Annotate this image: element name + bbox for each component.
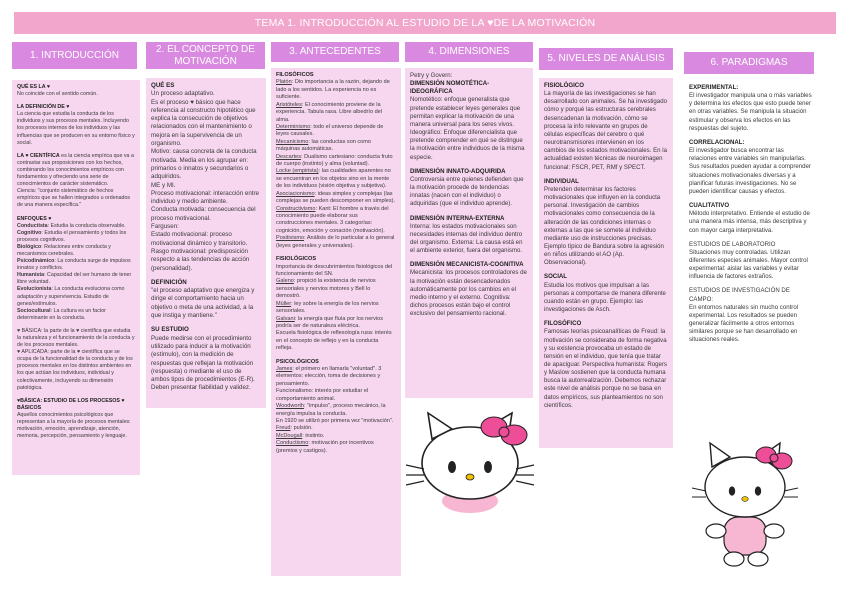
concepto-def-text: "el proceso adaptativo que energiza y dirige el comportamiento hacia un objetivo o meta de una actividad, a la que instiga y mantiene."	[151, 287, 255, 320]
intro-def-text: La ciencia que estudia la conducta de los individuos y sus procesos mentales. Incluyendo los procesos internos de los individuos y las influencias que se producen en su entorno físico y social.	[17, 111, 135, 146]
concepto-box	[146, 78, 266, 408]
list-item: McDougall: instinto.	[276, 432, 325, 439]
intro-estudio-text: Aquellos conocimientos psicológicos que representan a la mayoría de procesos mentales: motivación, emoción, aprendizaje, atención, memoria, percepción, pensamiento y lenguaje.	[17, 411, 131, 440]
list-item: INDIVIDUAL Pretenden determinar los factores motivacionales que influyen en la conducta personal. Investigación de cambios motivacionales como consecuencia de la alteración de las condiciones internas o externas a las que se somete al individuo mediante uso de instrucciones precisas. Ejemplo típico de Bandura sobre la agresión en niños utilizando el AO (Ap. Observacional).	[544, 177, 664, 267]
list-item: Rasgo motivacional: predisposición respecto a las tendencias de acción (personalidad).	[151, 247, 250, 272]
intro-aplicada-text: ♥ APLICADA: parte de la ♥ científica que se ocupa de la funcionalidad de la conducta y de los procesos mentales en los distintos ambientes en los que actúan los individuos, individual y colectivamente, incluyendo su dimensión patológica.	[17, 349, 133, 391]
intro-que-text: No coincide con el sentido común.	[17, 91, 98, 98]
fis-intro: Importancia de descubrimientos fisiológicos del funcionamiento del SN.	[276, 263, 393, 277]
list-item: DIMENSIÓN INTERNA-EXTERNA Interna: los estados motivacionales son necesidades internas del individuo dentro del organismo. Externa: La causa está en el ambiente exterior, fuera del organismo.	[410, 214, 523, 255]
list-item: Fargusen:	[151, 223, 179, 231]
concepto-estudio-title: SU ESTUDIO	[151, 326, 189, 334]
list-item: Platón: Dio importancia a la razón, dejando de lado a los sentidos. La experiencia no es suficiente.	[276, 79, 390, 101]
intro-que-title: QUÉ ES LA ♥	[17, 84, 50, 90]
list-item: Constructivismo: Kant: El hombre a través del conocimiento puede elaborar sus construcciones mentales. 3 categorías: cognición, emoción y conación (motivación).	[276, 205, 389, 234]
intro-ciencia-def: Ciencia: "conjunto sistemático de hechos empíricos que se hallen integrados u ordenados de una manera específica."	[17, 188, 131, 209]
concepto-def-title: DEFINICIÓN	[151, 278, 187, 286]
list-item: SOCIAL Estudia los motivos que impulsan a las personas a comportarse de manera diferente cuando están en grupo. Ejemplo: las investigaciones de Asch.	[544, 273, 666, 314]
list-item: DIMENSIÓN MECANICISTA-COGNITIVA Mecanicista: los procesos controladores de la motivación están desencadenados automáticamente por los cambios en el medio interno y el externo. Cognitiva: dichos procesos están bajo el control exclusivo del pensamiento racional.	[410, 261, 527, 318]
list-item: Descartes: Dualismo cartesiano: conducta fruto de cuerpo (instinto) y alma (voluntad).	[276, 153, 393, 168]
header-introduccion: 1. INTRODUCCIÓN	[12, 42, 137, 69]
list-item: Biológico: Relaciones entre conducta y mecanismos cerebrales.	[17, 243, 111, 257]
header-paradigmas: 6. PARADIGMAS	[684, 52, 814, 74]
list-item: ME y MI.	[151, 181, 176, 189]
list-item: EXPERIMENTAL: El investigador manipula una o más variables y determina los efectos que esto puede tener en otras variables. Se manipula la situación estimular y observa los efectos en las respuestas del sujeto.	[689, 84, 812, 132]
list-item: Motivo: causa concreta de la conducta motivada. Media en los agrupar en: primarios o innatos y secundarios o adquiridos.	[151, 148, 257, 181]
intro-ciencia-title: LA ♥ CIENTÍFICA	[17, 152, 60, 159]
list-item: Psicodinámico: La conducta surge de impulsos innatos y conflictos.	[17, 258, 131, 272]
list-item: Conductismo: motivación por incentivos (premios y castigos).	[276, 440, 374, 454]
concepto-estudio-text: Puede medirse con el procedimiento utilizado para inducir a la motivación (estímulo), con la medición de respuestas que reflejan la motivación (respuesta) o mediante el uso de ambos tipos de procedimientos (E-R). Deben presentar fiabilidad y validez.	[151, 334, 255, 392]
list-item: ESTUDIOS DE INVESTIGACIÓN DE CAMPO: En entornos naturales sin mucho control experimental. Los resultados se pueden generalizar fácilmente a otros entornos similares porque se han desarrollado en situaciones reales.	[689, 287, 799, 344]
list-item: James: el primero en llamarla "voluntad". 3 elementos: elección, toma de decisiones y pensamiento.	[276, 366, 382, 387]
niveles-box	[539, 78, 673, 448]
list-item: Conducta motivada: consecuencia del proceso motivacional.	[151, 206, 256, 222]
list-item: Un proceso adaptativo.	[151, 90, 215, 98]
list-item: Positivismo: Análisis de lo particular a lo general (leyes generales y universales).	[276, 235, 395, 249]
dimensiones-box	[405, 68, 533, 398]
list-item: FILOSÓFICO Famosas teorías psicoanalíticas de Freud: la motivación se consideraba de forma negativa y su existencia provocaba un estado de tensión en el individuo, que tenía que tratar de apaciguar. Perspectiva humanista: Rogers y Maslow sostienen que la conducta humana busca la autorrealización. Debemos rechazar este nivel de análisis porque no se basa en datos empíricos, sus planteamientos no son científicos.	[544, 320, 667, 409]
intro-def-title: LA DEFINICIÓN DE ♥	[17, 104, 70, 111]
list-item: Proceso motivacional: interacción entre individuo y medio ambiente.	[151, 189, 259, 206]
list-item: CORRELACIONAL: El investigador busca encontrar las relaciones entre variables sin manipularlas. Sus resultados pueden ayudar a comprender situaciones motivacionales diversas y a planificar futuras investigaciones. No se pueden identificar causas y efectos.	[689, 138, 811, 195]
list-item: En 1920 se utilizó por primera vez "motivación".	[276, 417, 394, 424]
concepto-que-title: QUÉ ES	[151, 82, 175, 89]
header-antecedentes: 3. ANTECEDENTES	[271, 42, 399, 62]
intro-ciencia-text: es la ciencia empírica que va a contrastar sus proposiciones con los hechos, combinando los conocimientos empíricos con fundamentos y ofreciendo una serie de conocimientos de carácter sistemático.	[17, 152, 134, 188]
list-item: ESTUDIOS DE LABORATORIO Situaciones muy controladas. Utilizan diferentes especies animales. Mayor control experimental: aislar las variables y evitar influencia de factores extraños.	[689, 240, 808, 281]
intro-estudio-title: ♥BÁSICA: ESTUDIO DE LOS PROCESOS ♥ BÁSICOS	[17, 397, 125, 411]
header-niveles: 5. NIVELES DE ANÁLISIS	[539, 48, 673, 70]
list-item: Locke (empirista): las cualidades aparentes no se encuentran en los objetos sino en la mente de los individuos (visión objetiva y subjetiva).	[276, 168, 391, 190]
antecedentes-box	[271, 68, 401, 576]
list-item: Mecanicismo: las conductas son como máquinas automáticas.	[276, 138, 371, 153]
header-dimensiones: 4. DIMENSIONES	[405, 42, 533, 62]
enfoques-title: ENFOQUES ♥	[17, 215, 52, 222]
dimensiones-intro: Petry y Govern:	[410, 72, 453, 79]
enfoques-list	[17, 216, 135, 322]
kitty-illustration-icon	[400, 405, 540, 515]
list-item: Humanista: Capacidad del ser humano de tener libre voluntad.	[17, 272, 132, 286]
kitty-illustration-icon	[690, 435, 800, 570]
fis-title: FISIOLÓGICOS	[276, 256, 317, 263]
list-item: Galvani: la energía que fluía por los nervios podría ser de naturaleza eléctrica.	[276, 315, 384, 329]
header-concepto: 2. EL CONCEPTO DE MOTIVACIÓN	[146, 42, 265, 69]
list-item: Funcionalismo: interés por estudiar el comportamiento animal.	[276, 388, 369, 402]
intro-basica-text: ♥ BÁSICA: la parte de la ♥ científica que estudia la naturaleza y el funcionamiento de la conducta y de los procesos mentales.	[17, 327, 135, 349]
psi-title: PSICOLÓGICOS	[276, 358, 319, 365]
fil-title: FILOSÓFICOS	[276, 72, 314, 78]
fis-outro: Escuela fisiológica de reflexología rusa: interés en el concepto de reflejo y en la conducta refleja.	[276, 330, 392, 352]
page-title: TEMA 1. INTRODUCCIÓN AL ESTUDIO DE LA ♥DE LA MOTIVACIÓN	[14, 12, 836, 34]
list-item: DIMENSIÓN INNATO-ADQUIRIDA Controversia entre quienes defienden que la motivación procede de tendencias innatas (nacen con el individuo) o adquiridas (que el individuo aprende).	[410, 167, 524, 208]
list-item: Evolucionista: La conducta evoluciona como adaptación y supervivencia. Estudio de genes/estímulos.	[17, 286, 125, 307]
list-item: Aristóteles: El conocimiento proviene de la experiencia. Tabula rasa. Libre albedrío del alma.	[276, 101, 382, 123]
list-item: Woodworth: "impulso", proceso mecánico, la energía impulsa la conducta.	[276, 403, 386, 417]
list-item: Conductista: Estudia la conducta observable.	[17, 222, 126, 229]
list-item: Es el proceso ♥ básico que hace referencia al constructo hipotético que explica la consecución de objetivos relacionados con el mantenimiento o mejora en la supervivencia de un organismo.	[151, 98, 256, 148]
paradigmas-box	[684, 80, 818, 425]
list-item: Müller: ley sobre la energía de los nervios sensoriales.	[276, 300, 379, 315]
list-item: FISIOLÓGICO La mayoría de las investigaciones se han desarrollado con animales. Se ha investigado cómo y porqué las estructuras cerebrales desencadenan la motivación, cómo se procesa la info relevante en grupos de células específicas del cerebro o qué neurotransmisores intervienen en los cambios de los estados motivacionales. En la actualidad existen técnicas de neuroimagen funcional: FSCR, PET, RMf y SPECT.	[544, 82, 667, 171]
list-item: Estado motivacional: proceso motivacional dinámico y transitorio.	[151, 231, 248, 247]
list-item: DIMENSIÓN NOMOTÉTICA-IDEOGRÁFICA Nomotético: enfoque generalista que pretende establecer leyes generales que permitan explicar la motivación de una manera universal para los seres vivos. Ideográfico: Enfoque diferencialista que pretende comprender en qué se distingue la motivación entre individuos de la misma especie.	[410, 80, 525, 161]
list-item: Asociacionismo: ideas simples y complejas (las complejas se pueden descomponer en simples).	[276, 190, 396, 205]
list-item: Cognitivo: Estudia el pensamiento y todos los procesos cognitivos.	[17, 229, 127, 243]
list-item: Determinismo: todo el universo depende de leyes causales.	[276, 123, 384, 138]
list-item: Sociocultural: La cultura es un factor determinante en la conducta.	[17, 307, 106, 321]
list-item: Galeno: propició la existencia de nervios sensoriales y nervios motores y Bell lo demostró.	[276, 278, 376, 300]
list-item: CUALITATIVO Método interpretativo. Entiende el estudio de una manera más intensa, más descriptiva y con mayor carga interpretativa.	[689, 202, 810, 234]
intro-box	[12, 80, 140, 475]
list-item: Freud: pulsión.	[276, 425, 313, 432]
